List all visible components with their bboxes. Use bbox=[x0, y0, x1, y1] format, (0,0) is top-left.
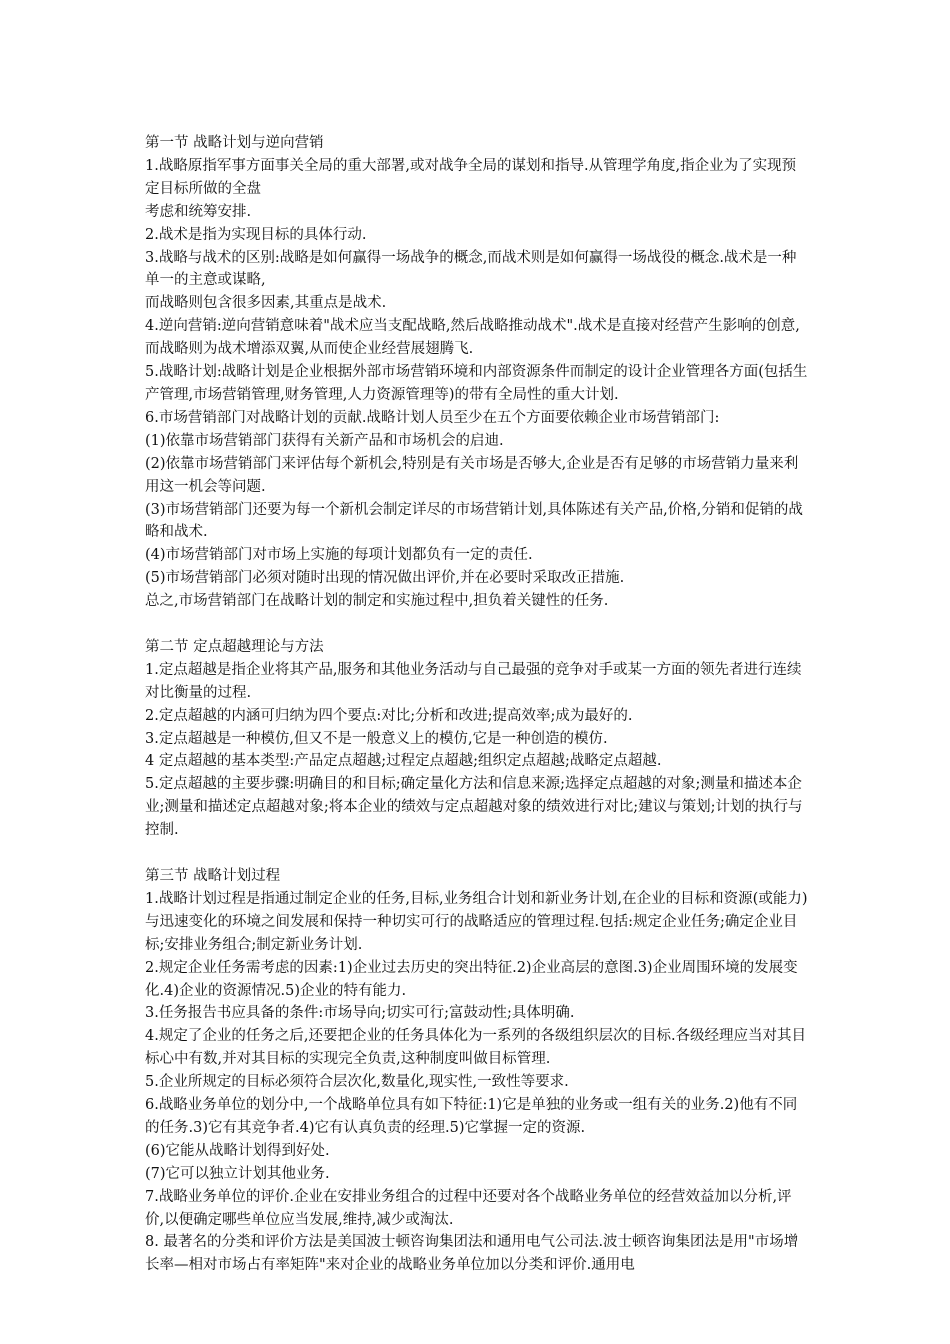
section-3 bbox=[145, 865, 810, 1277]
section-3-line-3: 3.任务报告书应具备的条件:市场导向;切实可行;富鼓动性;具体明确. bbox=[145, 1005, 575, 1022]
section-2-line-3: 3.定点超越是一种模仿,但又不是一般意义上的模仿,它是一种创造的模仿. bbox=[145, 730, 608, 747]
section-1-line-3: 2.战术是指为实现目标的具体行动. bbox=[145, 226, 367, 243]
section-1-line-7: 5.战略计划:战略计划是企业根据外部市场营销环境和内部资源条件而制定的设计企业管理各方面(包括生产管理,市场营销管理,财务管理,人力资源管理等)的带有全局性的重大计划. bbox=[145, 364, 808, 403]
section-1-line-9: (1)依靠市场营销部门获得有关新产品和市场机会的启迪. bbox=[145, 432, 504, 449]
section-1-line-8: 6.市场营销部门对战略计划的贡献.战略计划人员至少在五个方面要依赖企业市场营销部门: bbox=[145, 409, 720, 426]
section-3-line-9: 7.战略业务单位的评价.企业在安排业务组合的过程中还要对各个战略业务单位的经营效益加以分析,评价,以便确定哪些单位应当发展,维持,减少或淘汰. bbox=[145, 1188, 792, 1228]
section-1-heading: 第一节 战略计划与逆向营销 bbox=[145, 135, 324, 151]
section-2-line-1: 1.定点超越是指企业将其产品,服务和其他业务活动与自己最强的竞争对手或某一方面的领先者进行连续对比衡量的过程. bbox=[145, 661, 802, 701]
section-3-line-4: 4.规定了企业的任务之后,还要把企业的任务具体化为一系列的各级组织层次的目标.各级经理应当对其目标心中有数,并对其目标的实现完全负责,这种制度叫做目标管理. bbox=[145, 1028, 807, 1068]
section-1-line-10: (2)依靠市场营销部门来评估每个新机会,特别是有关市场是否够大,企业是否有足够的市场营销力量来利用这一机会等问题. bbox=[145, 455, 799, 495]
section-2-line-4: 4 定点超越的基本类型:产品定点超越;过程定点超越;组织定点超越;战略定点超越. bbox=[145, 753, 662, 770]
section-1-line-1: 1.战略原指军事方面事关全局的重大部署,或对战争全局的谋划和指导.从管理学角度,指企业为了实现预定目标所做的全盘 bbox=[145, 157, 797, 197]
section-1-line-14: 总之,市场营销部门在战略计划的制定和实施过程中,担负着关键性的任务. bbox=[145, 593, 609, 610]
section-3-line-7: (6)它能从战略计划得到好处. bbox=[145, 1142, 330, 1159]
section-3-line-8: (7)它可以独立计划其他业务. bbox=[145, 1165, 330, 1182]
section-1-line-5: 而战略则包含很多因素,其重点是战术. bbox=[145, 295, 387, 312]
section-2-line-5: 5.定点超越的主要步骤:明确目的和目标;确定量化方法和信息来源;选择定点超越的对象;测量和描述本企业;测量和描述定点超越对象;将本企业的绩效与定点超越对象的绩效进行对比;建议与策划;计划的执行与控制. bbox=[145, 776, 803, 839]
section-3-line-10: 8. 最著名的分类和评价方法是美国波士顿咨询集团法和通用电气公司法.波士顿咨询集团法是用"市场增长率—相对市场占有率矩阵"来对企业的战略业务单位加以分类和评价.通用电 bbox=[145, 1234, 799, 1274]
section-3-line-5: 5.企业所规定的目标必须符合层次化,数量化,现实性,一致性等要求. bbox=[145, 1074, 569, 1091]
section-2-heading: 第二节 定点超越理论与方法 bbox=[145, 638, 324, 655]
section-1-line-2: 考虑和统筹安排. bbox=[145, 203, 252, 220]
section-1-line-6: 4.逆向营销:逆向营销意味着"战术应当支配战略,然后战略推动战术".战术是直接对经营产生影响的创意,而战略则为战术增添双翼,从而使企业经营展翅腾飞. bbox=[145, 318, 800, 358]
section-1-line-13: (5)市场营销部门必须对随时出现的情况做出评价,并在必要时采取改正措施. bbox=[145, 570, 625, 587]
section-1-line-12: (4)市场营销部门对市场上实施的每项计划都负有一定的责任. bbox=[145, 547, 533, 564]
section-3-line-1: 1.战略计划过程是指通过制定企业的任务,目标,业务组合计划和新业务计划,在企业的目标和资源(或能力)与迅速变化的环境之间发展和保持一种切实可行的战略适应的管理过程.包括:规定企业任务;确定企业目标;安排业务组合;制定新业务计划. bbox=[145, 890, 808, 953]
section-2-line-2: 2.定点超越的内涵可归纳为四个要点:对比;分析和改进;提高效率;成为最好的. bbox=[145, 707, 633, 724]
section-3-line-2: 2.规定企业任务需考虑的因素:1)企业过去历史的突出特征.2)企业高层的意图.3)企业周围环境的发展变化.4)企业的资源情况.5)企业的特有能力. bbox=[145, 959, 798, 999]
section-3-heading: 第三节 战略计划过程 bbox=[145, 867, 281, 884]
section-3-line-6: 6.战略业务单位的划分中,一个战略单位具有如下特征:1)它是单独的业务或一组有关的业务.2)他有不同的任务.3)它有其竞争者.4)它有认真负责的经理.5)它掌握一定的资源. bbox=[145, 1097, 798, 1136]
section-2 bbox=[145, 636, 810, 842]
section-1 bbox=[145, 132, 810, 613]
section-1-line-11: (3)市场营销部门还要为每一个新机会制定详尽的市场营销计划,具体陈述有关产品,价格,分销和促销的战略和战术. bbox=[145, 501, 803, 541]
section-1-line-4: 3.战略与战术的区别:战略是如何赢得一场战争的概念,而战术则是如何赢得一场战役的概念.战术是一种单一的主意或谋略, bbox=[145, 249, 797, 289]
document-page bbox=[145, 132, 810, 1277]
